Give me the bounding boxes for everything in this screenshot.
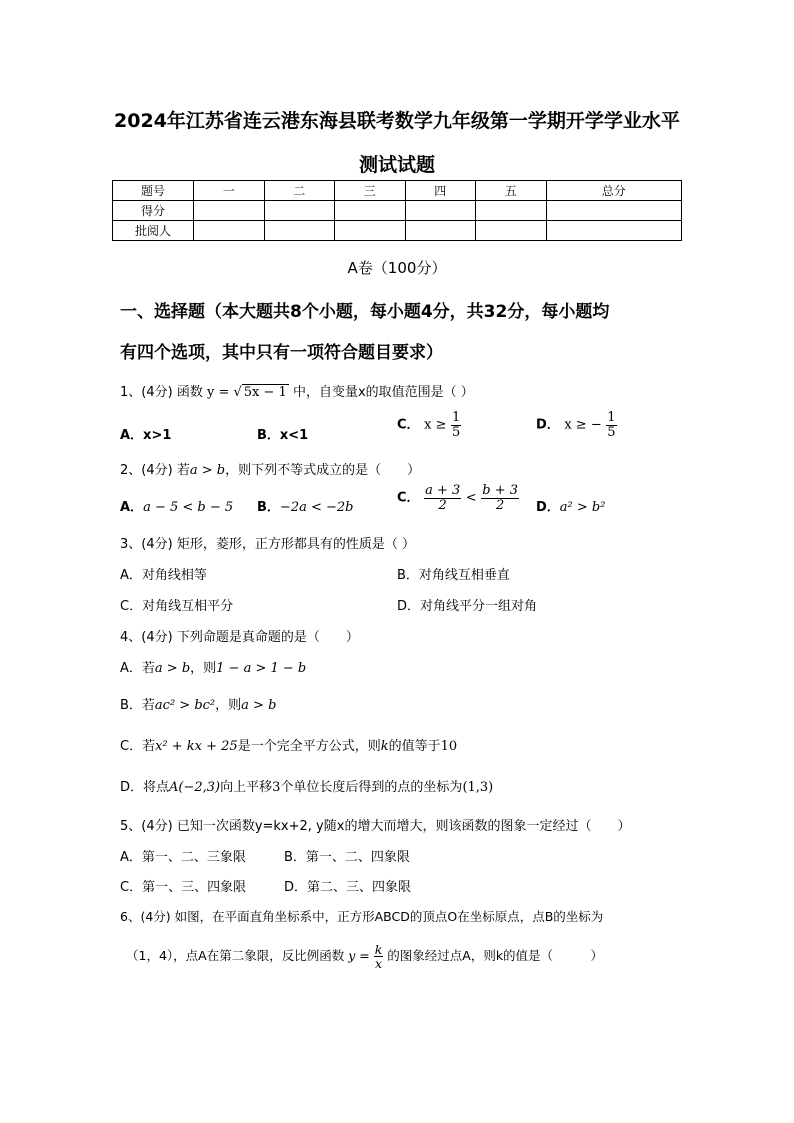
question-6-stem-line2 (126, 943, 603, 970)
question-3-option-c[interactable]: C．对角线互相平分 (120, 599, 234, 614)
score-table-header-cell: 总分 (546, 181, 682, 201)
question-4-option-c-expression: x² + kx + 25 (155, 739, 238, 754)
question-1-stem (120, 381, 474, 400)
question-3-stem: 3、(4分) 矩形，菱形，正方形都具有的性质是（ ） (120, 537, 415, 552)
question-1-option-d-fraction (606, 411, 616, 439)
volume-title: A卷（100分） (347, 259, 447, 277)
question-4-option-d-middle: 向上平移 (220, 780, 273, 795)
question-4-stem: 4、(4分) 下列命题是真命题的是（ ） (120, 630, 359, 645)
question-5-option-c[interactable]: C．第一、三、四象限 (120, 880, 247, 895)
question-2-option-c[interactable] (397, 484, 519, 512)
question-6-fraction (374, 943, 384, 970)
question-4-option-b-label: B．若 (120, 698, 155, 713)
question-3-option-d[interactable]: D．对角线平分一组对角 (397, 599, 538, 614)
question-4-option-b-result: a > b (241, 698, 277, 713)
grader-cell[interactable] (194, 221, 265, 241)
question-2-option-b[interactable] (257, 496, 353, 515)
grader-cell[interactable] (546, 221, 682, 241)
question-1-option-c[interactable] (397, 411, 461, 439)
question-2-option-a-label: A． (120, 500, 144, 515)
question-4-option-b-condition: ac² > bc² (154, 698, 216, 713)
fraction-numerator: b + 3 (482, 483, 518, 498)
question-1-function-lhs: y = (206, 385, 230, 400)
question-2-option-b-label: B． (257, 500, 280, 515)
question-2-option-b-expr: −2a < −2b (279, 500, 354, 515)
question-1-option-d-relation: x ≥ − (564, 417, 602, 433)
question-6-stem-line1: 6、(4分) 如图，在平面直角坐标系中，正方形ABCD的顶点O在坐标原点，点B的坐标为 (120, 909, 604, 924)
question-5-option-d[interactable]: D．第二、三、四象限 (284, 880, 412, 895)
question-6-text-after: 的图象经过点A，则k的值是（ ） (387, 948, 604, 964)
question-4-option-d-point: A(−2,3) (169, 780, 221, 795)
question-2-option-d-label: D． (536, 500, 560, 515)
question-4-option-b[interactable] (120, 694, 276, 713)
score-cell[interactable] (194, 201, 265, 221)
fraction-numerator: 1 (607, 410, 616, 425)
fraction-denominator: 5 (607, 424, 616, 440)
score-table-header-cell: 二 (264, 181, 335, 201)
grader-cell[interactable] (264, 221, 335, 241)
fraction-denominator: 2 (438, 497, 447, 513)
question-4-option-c-middle: 是一个完全平方公式，则 (237, 739, 381, 754)
question-4-option-a-label: A．若 (120, 661, 155, 676)
grader-cell[interactable] (476, 221, 547, 241)
question-4-option-d-number: 3 (272, 780, 281, 795)
sqrt-symbol: √ (233, 385, 242, 400)
score-cell[interactable] (476, 201, 547, 221)
question-1-radicand: 5x − 1 (243, 385, 287, 400)
question-1-option-d-label: D． (536, 417, 560, 433)
fraction-denominator: 2 (495, 497, 505, 513)
question-2-option-c-fraction-right (481, 484, 519, 512)
fraction-numerator: k (374, 942, 383, 957)
question-1-option-c-fraction (451, 411, 461, 439)
score-table-row (113, 201, 682, 221)
question-1-option-c-label: C． (397, 417, 420, 433)
question-2-option-a[interactable] (120, 496, 233, 515)
score-cell[interactable] (264, 201, 335, 221)
question-4-option-c-label: C．若 (120, 739, 156, 754)
question-4-option-c-value: 10 (440, 739, 458, 754)
question-2-option-c-fraction-left (424, 484, 461, 512)
question-4-option-a-result: 1 − a > 1 − b (216, 661, 307, 676)
grader-cell[interactable] (335, 221, 406, 241)
question-1-option-a[interactable]: A．x>1 (120, 428, 172, 443)
question-3-option-a[interactable]: A．对角线相等 (120, 568, 207, 583)
question-6-text-before: （1，4），点A在第二象限，反比例函数 (126, 948, 345, 964)
score-table-header-row (113, 181, 682, 201)
fraction-numerator: 1 (451, 410, 461, 425)
question-4-option-d-result: (1,3) (462, 780, 494, 795)
fraction-denominator: x (374, 956, 383, 972)
score-cell[interactable] (335, 201, 406, 221)
question-4-option-a-condition: a > b (154, 661, 191, 676)
score-table-header-cell: 一 (194, 181, 265, 201)
score-table-row-label: 得分 (113, 201, 194, 221)
question-2-option-d-expr: a² > b² (559, 500, 606, 515)
score-table-row (113, 221, 682, 241)
question-2-condition: a > b (189, 463, 226, 478)
question-4-option-c-ending: 的值等于 (388, 739, 441, 754)
question-3-option-b[interactable]: B．对角线互相垂直 (397, 568, 510, 583)
document-title-line2: 测试试题 (358, 154, 435, 176)
document-title-line1: 2024年江苏省连云港东海县联考数学九年级第一学期开学学业水平 (114, 110, 680, 132)
question-4-option-c-variable: k (380, 739, 389, 754)
question-1-option-c-relation: x ≥ (424, 417, 447, 433)
score-cell[interactable] (405, 201, 476, 221)
grader-cell[interactable] (405, 221, 476, 241)
section-heading-line2: 有四个选项，其中只有一项符合题目要求） (120, 343, 443, 363)
score-table-header-cell: 题号 (113, 181, 194, 201)
question-5-option-b[interactable]: B．第一、二、四象限 (284, 850, 410, 865)
score-table (112, 180, 682, 241)
question-4-option-a-connector: ，则 (190, 661, 217, 676)
question-2-option-c-label: C． (397, 490, 420, 506)
question-2-suffix: ，则下列不等式成立的是（ ） (225, 463, 421, 478)
question-5-option-a[interactable]: A．第一、二、三象限 (120, 850, 246, 865)
question-1-option-d[interactable] (536, 411, 617, 439)
question-1-option-b[interactable]: B．x<1 (257, 428, 309, 443)
fraction-numerator: a + 3 (425, 483, 461, 498)
score-table-header-cell: 三 (335, 181, 406, 201)
question-2-option-c-relation: < (465, 490, 477, 506)
section-heading-line1: 一、选择题（本大题共8个小题，每小题4分，共32分，每小题均 (120, 302, 610, 322)
question-1-suffix: 中，自变量x的取值范围是（ ） (292, 385, 474, 400)
question-2-option-d[interactable] (536, 496, 605, 515)
question-4-option-c[interactable] (120, 735, 457, 754)
question-1-prefix: 1、(4分) 函数 (120, 385, 203, 400)
question-2-stem (120, 459, 420, 478)
score-table-header-cell: 四 (405, 181, 476, 201)
question-5-stem: 5、(4分) 已知一次函数y=kx+2, y随x的增大而增大，则该函数的图象一定经过（ ） (120, 819, 631, 834)
question-4-option-d-label: D．将点 (120, 780, 170, 795)
question-2-prefix: 2、(4分) 若 (120, 463, 190, 478)
question-4-option-b-connector: ，则 (215, 698, 242, 713)
question-4-option-a[interactable] (120, 657, 306, 676)
score-table-header-cell: 五 (476, 181, 547, 201)
score-table-row-label: 批阅人 (113, 221, 194, 241)
fraction-denominator: 5 (451, 424, 461, 440)
question-6-function-lhs: y = (348, 948, 370, 964)
score-cell[interactable] (546, 201, 682, 221)
question-4-option-d-middle2: 个单位长度后得到的点的坐标为 (280, 780, 463, 795)
question-2-option-a-expr: a − 5 < b − 5 (143, 500, 234, 515)
question-4-option-d[interactable] (120, 776, 493, 795)
